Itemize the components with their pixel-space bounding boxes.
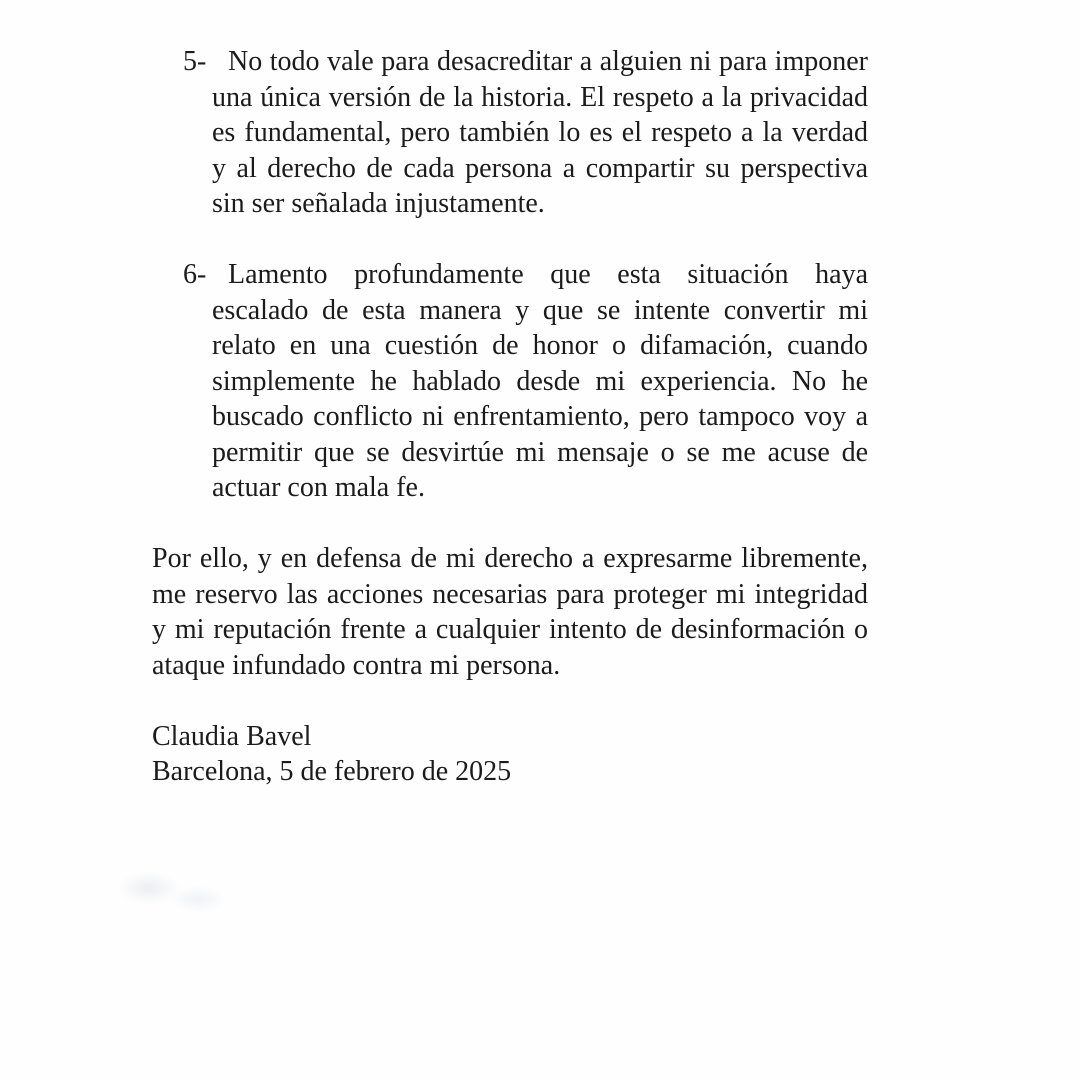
signature-place-date: Barcelona, 5 de febrero de 2025	[152, 756, 512, 787]
faint-smudge-artifact	[100, 858, 240, 933]
item-5-text: No todo vale para desacreditar a alguien ni para imponer una única versión de la historia. El respeto a la privacidad es fundamental, pero también lo es el respeto a la verdad y al derecho de cada persona a compartir su perspectiva sin ser señalada injustamente.	[212, 46, 868, 219]
signature-name: Claudia Bavel	[152, 720, 312, 752]
item-6-number: 6-	[183, 259, 207, 290]
numbered-item-6	[183, 257, 868, 506]
item-5-number: 5-	[183, 46, 207, 77]
signature-block	[152, 719, 868, 790]
statement-body	[152, 44, 868, 790]
numbered-item-5	[183, 44, 868, 222]
item-6-text: Lamento profundamente que esta situación haya escalado de esta manera y que se intente convertir mi relato en una cuestión de honor o difamación, cuando simplemente he hablado desde mi experiencia. No he buscado conflicto ni enfrentamiento, pero tampoco voy a permitir que se desvirtúe mi mensaje o se me acuse de actuar con mala fe.	[212, 259, 868, 503]
closing-paragraph: Por ello, y en defensa de mi derecho a expresarme libremente, me reservo las acciones necesarias para proteger mi integridad y mi reputación frente a cualquier intento de desinformación o ataque infundado contra mi persona.	[152, 543, 868, 681]
